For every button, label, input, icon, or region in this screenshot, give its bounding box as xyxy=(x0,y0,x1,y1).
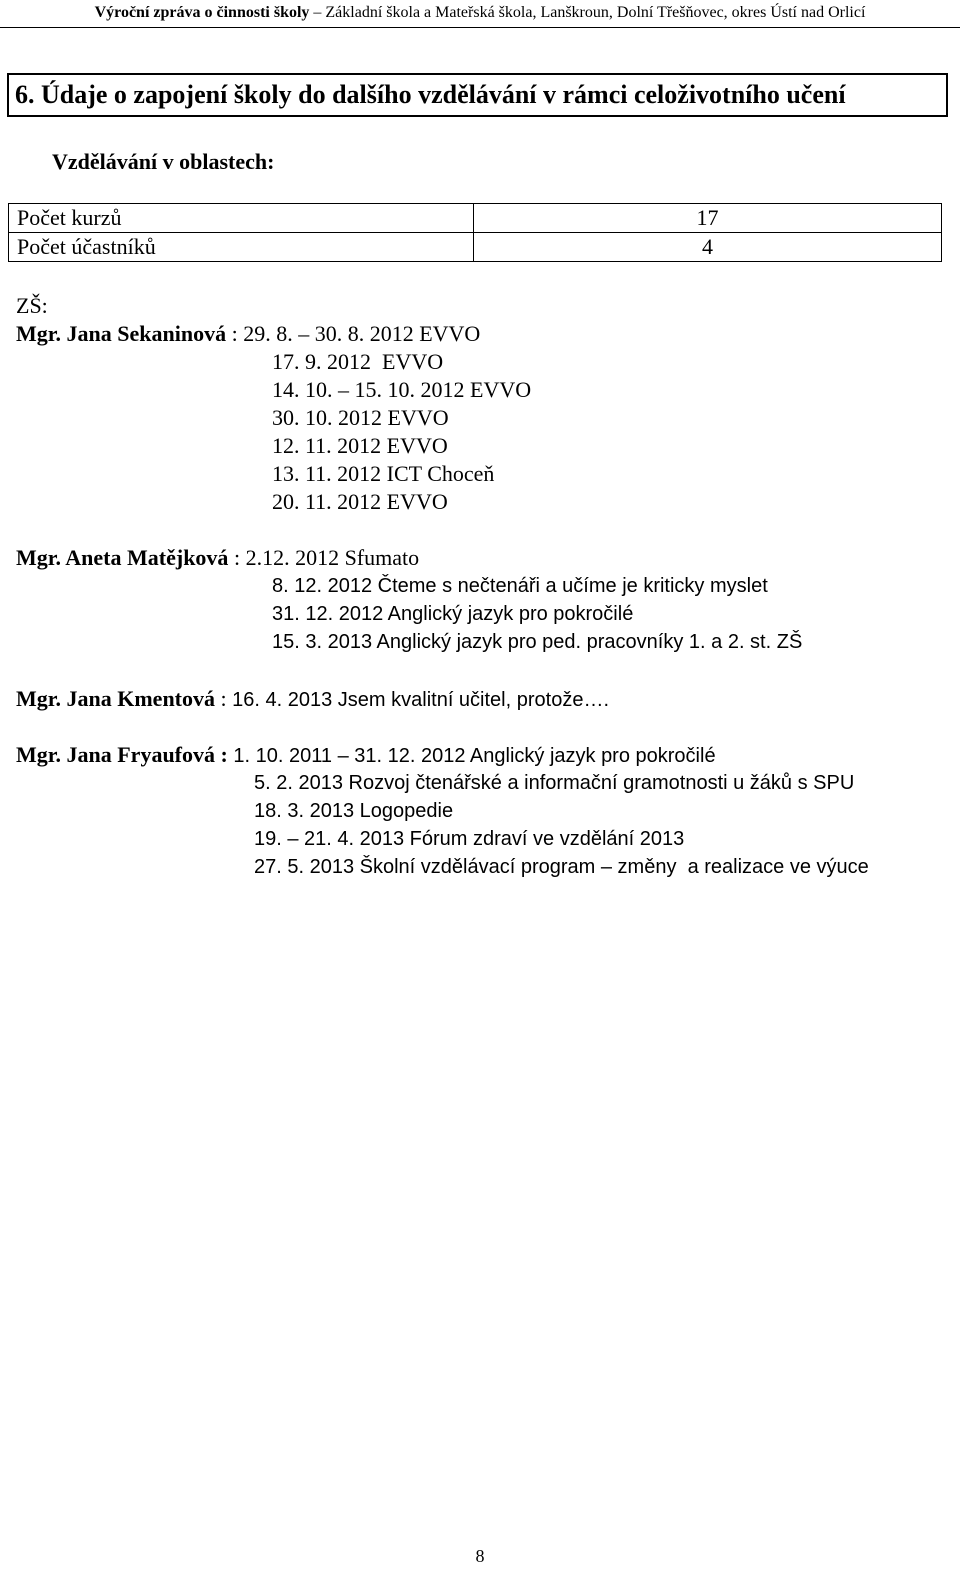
course-row xyxy=(16,600,802,628)
person-name: Mgr. Jana Kmentová xyxy=(16,686,216,711)
course-entry: 12. 11. 2012 EVVO xyxy=(272,433,448,458)
course-entry: 2.12. 2012 Sfumato xyxy=(245,545,420,570)
course-entry: 15. 3. 2013 Anglický jazyk pro ped. pracovníky 1. a 2. st. ZŠ xyxy=(272,631,803,653)
course-entry: 16. 4. 2013 Jsem kvalitní učitel, protože…. xyxy=(232,689,609,711)
name-separator: : xyxy=(228,545,246,570)
course-row xyxy=(16,741,869,769)
course-row xyxy=(16,348,531,376)
course-entry: 27. 5. 2013 Školní vzdělávací program – změny a realizace ve výuce xyxy=(254,856,869,878)
course-row xyxy=(16,488,531,516)
header-report-title: Výroční zpráva o činnosti školy xyxy=(94,4,310,21)
course-entry: 30. 10. 2012 EVVO xyxy=(272,405,449,430)
person-block-kmentova xyxy=(16,685,609,713)
stats-label-participants: Počet účastníků xyxy=(9,233,474,262)
subsection-title: Vzdělávání v oblastech: xyxy=(52,149,275,174)
course-row xyxy=(16,797,869,825)
stats-table xyxy=(8,203,942,262)
course-entry: 31. 12. 2012 Anglický jazyk pro pokročilé xyxy=(272,603,634,625)
page-header xyxy=(0,0,960,28)
course-entry: 13. 11. 2012 ICT Choceň xyxy=(272,461,495,486)
course-row xyxy=(16,628,802,656)
person-name: Mgr. Jana Fryaufová : xyxy=(16,742,228,767)
name-separator: : xyxy=(215,686,233,711)
course-entry: 20. 11. 2012 EVVO xyxy=(272,489,448,514)
person-block-fryaufova xyxy=(16,741,869,881)
course-row xyxy=(16,769,869,797)
course-entry: 19. – 21. 4. 2013 Fórum zdraví ve vzdělání 2013 xyxy=(254,828,685,850)
person-name: Mgr. Jana Sekaninová xyxy=(16,321,227,346)
course-row xyxy=(16,544,802,572)
table-row xyxy=(9,204,942,233)
zs-label: ZŠ: xyxy=(16,293,48,318)
page-number: 8 xyxy=(475,1546,485,1566)
section-title: 6. Údaje o zapojení školy do dalšího vzdělávání v rámci celoživotního učení xyxy=(7,73,948,117)
header-school-name: – Základní škola a Mateřská škola, Lanškroun, Dolní Třešňovec, okres Ústí nad Orlicí xyxy=(309,4,866,21)
course-entry: 8. 12. 2012 Čteme s nečtenáři a učíme je kriticky myslet xyxy=(272,575,768,597)
course-row xyxy=(16,432,531,460)
person-block-sekaninova xyxy=(16,320,531,516)
course-entry: 29. 8. – 30. 8. 2012 EVVO xyxy=(243,321,481,346)
course-row xyxy=(16,853,869,881)
course-entry: 18. 3. 2013 Logopedie xyxy=(254,800,454,822)
person-name: Mgr. Aneta Matějková xyxy=(16,545,229,570)
course-row xyxy=(16,825,869,853)
table-row xyxy=(9,233,942,262)
course-entry: 17. 9. 2012 EVVO xyxy=(272,349,444,374)
course-entry: 14. 10. – 15. 10. 2012 EVVO xyxy=(272,377,532,402)
course-entry: 5. 2. 2013 Rozvoj čtenářské a informační gramotnosti u žáků s SPU xyxy=(254,772,855,794)
course-row xyxy=(16,404,531,432)
stats-value-courses: 17 xyxy=(474,204,942,233)
name-separator: : xyxy=(226,321,244,346)
course-row xyxy=(16,572,802,600)
person-block-matejkova xyxy=(16,544,802,656)
stats-label-courses: Počet kurzů xyxy=(9,204,474,233)
course-row xyxy=(16,320,531,348)
stats-value-participants: 4 xyxy=(474,233,942,262)
course-entry: 1. 10. 2011 – 31. 12. 2012 Anglický jazyk pro pokročilé xyxy=(233,745,716,767)
course-row xyxy=(16,685,609,713)
course-row xyxy=(16,376,531,404)
course-row xyxy=(16,460,531,488)
